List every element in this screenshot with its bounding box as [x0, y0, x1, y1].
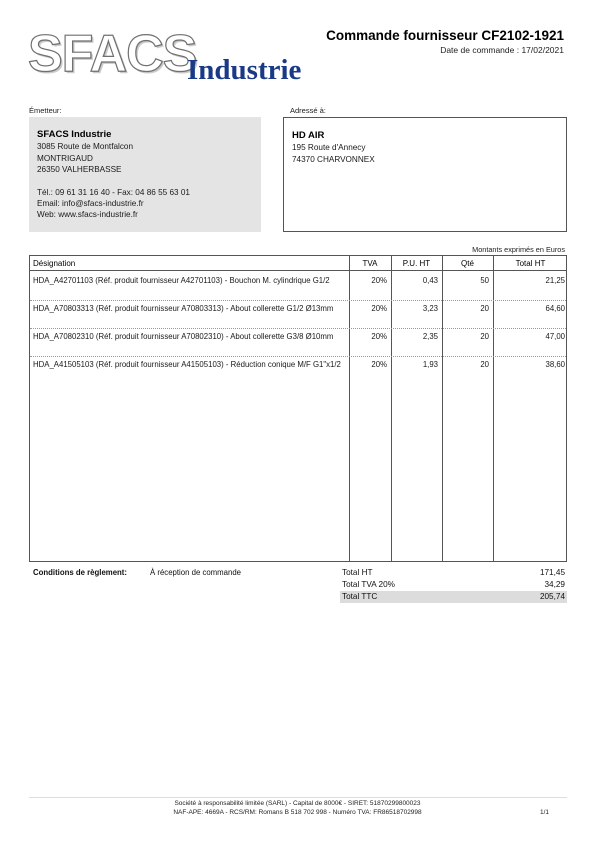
- row-designation: HDA_A41505103 (Réf. produit fournisseur A41505103) - Réduction conique M/F G1"x1/2: [33, 360, 341, 369]
- row-pu: 3,23: [422, 304, 438, 313]
- destinataire-name: HD AIR: [292, 130, 325, 141]
- emetteur-city: MONTRIGAUD: [37, 153, 93, 163]
- header-pu: P.U. HT: [402, 259, 431, 268]
- emetteur-label: Émetteur:: [29, 106, 62, 115]
- emetteur-phone: Tél.: 09 61 31 16 40 - Fax: 04 86 55 63 01: [37, 187, 190, 197]
- row-tva: 20%: [371, 360, 387, 369]
- currency-note: Montants exprimés en Euros: [472, 245, 565, 254]
- row-total: 64,60: [545, 304, 565, 313]
- row-designation: HDA_A42701103 (Réf. produit fournisseur A42701103) - Bouchon M. cylindrique G1/2: [33, 276, 330, 285]
- row-tva: 20%: [371, 276, 387, 285]
- payment-conditions-value: À réception de commande: [150, 568, 242, 577]
- emetteur-postal: 26350 VALHERBASSE: [37, 165, 122, 175]
- emetteur-web: Web: www.sfacs-industrie.fr: [37, 210, 138, 220]
- page-number: 1/1: [539, 809, 549, 816]
- total-ttc-row: [340, 591, 567, 603]
- emetteur-email: Email: info@sfacs-industrie.fr: [37, 199, 144, 209]
- header-qty: Qté: [461, 259, 474, 268]
- order-lines-table: [29, 255, 567, 562]
- logo-brand-text: SFACS: [28, 25, 197, 83]
- row-qty: 20: [480, 360, 489, 369]
- row-designation: HDA_A70803313 (Réf. produit fournisseur A70803313) - About collerette G1/2 Ø13mm: [33, 304, 334, 313]
- emetteur-box: [29, 117, 261, 232]
- total-tva-row: [340, 579, 567, 591]
- row-total: 47,00: [545, 332, 565, 341]
- row-pu: 0,43: [422, 276, 438, 285]
- total-tva-value: 34,29: [544, 580, 565, 589]
- footer-legal-line1: Société à responsabilité limitée (SARL) - Capital de 8000€ - SIRET: 51870299800023: [174, 800, 421, 807]
- logo-suffix-text: Industrie: [187, 54, 302, 86]
- total-ht-label: Total HT: [342, 568, 373, 577]
- row-tva: 20%: [371, 332, 387, 341]
- row-qty: 20: [480, 332, 489, 341]
- emetteur-name: SFACS Industrie: [37, 129, 112, 140]
- row-total: 38,60: [545, 360, 565, 369]
- total-ttc-value: 205,74: [539, 592, 565, 601]
- total-ht-row: [340, 567, 567, 579]
- table-header: [30, 256, 566, 271]
- header-tva: TVA: [362, 259, 378, 268]
- header-total: Total HT: [515, 259, 546, 268]
- destinataire-postal: 74370 CHARVONNEX: [292, 154, 375, 164]
- total-tva-label: Total TVA 20%: [342, 580, 395, 589]
- row-designation: HDA_A70802310 (Réf. produit fournisseur A70802310) - About collerette G3/8 Ø10mm: [33, 332, 334, 341]
- destinataire-address: 195 Route d'Annecy: [292, 143, 366, 153]
- payment-conditions-label: Conditions de règlement:: [33, 568, 128, 577]
- total-ht-value: 171,45: [539, 568, 565, 577]
- footer-divider: [29, 797, 567, 798]
- emetteur-address: 3085 Route de Montfalcon: [37, 142, 134, 152]
- row-pu: 2,35: [422, 332, 438, 341]
- totals-block: [340, 567, 567, 603]
- row-total: 21,25: [545, 276, 565, 285]
- row-qty: 20: [480, 304, 489, 313]
- destinataire-label: Adressé à:: [290, 106, 326, 115]
- order-date: Date de commande : 17/02/2021: [440, 45, 564, 55]
- document-title: Commande fournisseur CF2102-1921: [326, 28, 564, 43]
- company-logo: [28, 26, 318, 90]
- row-qty: 50: [480, 276, 489, 285]
- total-ttc-label: Total TTC: [342, 592, 378, 601]
- row-tva: 20%: [371, 304, 387, 313]
- footer-legal-line2: NAF-APE: 4669A - RCS/RM: Romans B 518 702 998 - Numéro TVA: FR86518702998: [173, 809, 422, 816]
- destinataire-box: [283, 117, 567, 232]
- row-pu: 1,93: [422, 360, 438, 369]
- header-designation: Désignation: [33, 259, 76, 268]
